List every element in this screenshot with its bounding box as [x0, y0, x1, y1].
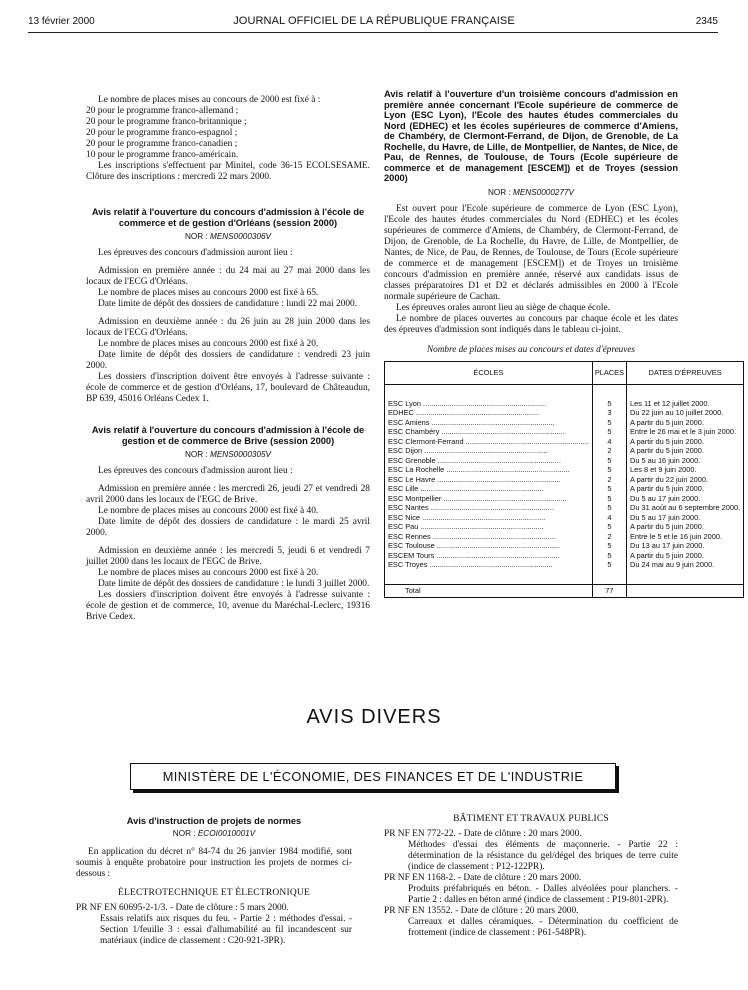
places-cell: 2: [592, 446, 626, 456]
ecole-cell: ESC Dijon ............................................................: [385, 446, 593, 456]
table-row: [385, 475, 744, 485]
left-column: [86, 95, 370, 623]
places-cell: 5: [592, 418, 626, 428]
orleans-para: Date limite de dépôt des dossiers de candidature : vendredi 23 juin 2000.: [86, 350, 370, 371]
places-cell: 4: [592, 437, 626, 447]
table-row: [385, 560, 744, 570]
dates-cell: A partir du 5 juin 2000.: [627, 418, 744, 428]
norme-ref: PR NF EN 60695-2-1/3. - Date de clôture : 5 mars 2000.: [76, 902, 289, 913]
ecole-cell: EDHEC ............................................................: [385, 408, 593, 418]
dates-cell: A partir du 5 juin 2000.: [627, 522, 744, 532]
norme-entry: [384, 829, 678, 873]
table-row: [385, 399, 744, 409]
normes-intro: En application du décret n° 84-74 du 26 janvier 1984 modifié, sont soumis à enquête probatoire pour instruction les projets de normes ci-dessous :: [76, 846, 352, 879]
norme-ref: PR NF EN 772-22. - Date de clôture : 20 mars 2000.: [384, 829, 582, 839]
programme-line: 20 pour le programme franco-britannique ;: [86, 117, 247, 127]
normes-nor: NOR : ECOI0010001V: [172, 828, 256, 838]
places-cell: 5: [592, 465, 626, 475]
programme-line: 10 pour le programme franco-américain.: [86, 150, 239, 160]
troisieme-concours-para: Les épreuves orales auront lieu au siège de chaque école.: [396, 302, 610, 313]
ecole-cell: ESC Pau ............................................................: [385, 522, 593, 532]
normes-left-column: [76, 816, 352, 947]
ecole-cell: ESC Montpellier ............................................................: [385, 494, 593, 504]
programme-line: 20 pour le programme franco-canadien ;: [86, 139, 238, 149]
table-header-row: [385, 361, 744, 384]
table-row: [385, 418, 744, 428]
troisieme-concours-title: Avis relatif à l'ouverture d'un troisième concours d'admission en première année concernant l'Ecole supérieure de commerce de Lyon (ESC Lyon), l'Ecole des hautes études commerciales du Nord (EDHEC) et les écoles supérieures de commerce d'Amiens, de Chambéry, de Clermont-Ferrand, de Dijon, de Grenoble, de La Rochelle, du Havre, de Lille, de Montpellier, de Nantes, de Nice, de Pau, de Rennes, de Toulouse, de Tours (Ecole supérieure de commerce et de management [ESCEM]) et de Troyes (session 2000): [384, 89, 678, 183]
places-cell: 5: [592, 560, 626, 570]
brive-avis-title: Avis relatif à l'ouverture du concours d'admission à l'école de gestion et de commerce de Brive (session 2000): [91, 425, 365, 446]
brive-nor: NOR : MENS0000305V: [184, 450, 272, 459]
dates-cell: Du 5 au 16 juin 2000.: [627, 456, 744, 466]
dates-cell: Du 22 juin au 10 juillet 2000.: [627, 408, 744, 418]
programme-line: 20 pour le programme franco-espagnol ;: [86, 128, 238, 138]
places-cell: 5: [592, 456, 626, 466]
total-label: Total: [385, 584, 593, 597]
dates-cell: Entre le 26 mai et le 3 juin 2000.: [627, 427, 744, 437]
places-intro: Le nombre de places mises au concours de 2000 est fixé à :: [98, 95, 321, 105]
brive-para: Le nombre de places mises au concours 2000 est fixé à 40.: [98, 506, 319, 516]
table-row: [385, 522, 744, 532]
dates-cell: Du 31 août au 6 septembre 2000.: [627, 503, 744, 513]
brive-para: Les dossiers d'inscription doivent être envoyés à l'adresse suivante : école de gestion et de commerce, 10, avenue du Maréchal-Leclerc, 19316 Brive Cedex.: [86, 590, 370, 622]
norme-entry: [384, 906, 678, 939]
orleans-para: Le nombre de places mises au concours 2000 est fixé à 20.: [98, 339, 319, 349]
table-row: [385, 513, 744, 523]
table-caption: Nombre de places mises au concours et dates d'épreuves: [427, 343, 635, 354]
places-cell: 5: [592, 503, 626, 513]
ecole-cell: ESC Lille ............................................................: [385, 484, 593, 494]
dates-cell: A partir du 22 juin 2000.: [627, 475, 744, 485]
table-row: [385, 437, 744, 447]
ecole-cell: ESC Toulouse ............................................................: [385, 541, 593, 551]
table-row: [385, 408, 744, 418]
total-row: [385, 584, 744, 597]
orleans-nor: NOR : MENS0000306V: [184, 232, 272, 241]
dates-cell: Les 11 et 12 juillet 2000.: [627, 399, 744, 409]
dates-cell: A partir du 5 juin 2000.: [627, 551, 744, 561]
brive-para: Date limite de dépôt des dossiers de candidature : le lundi 3 juillet 2000.: [98, 579, 370, 589]
table-row: [385, 465, 744, 475]
table-row: [385, 456, 744, 466]
dates-cell: Du 5 au 17 juin 2000.: [627, 494, 744, 504]
total-value: 77: [592, 584, 626, 597]
norme-desc: Essais relatifs aux risques du feu. - Partie 2 : méthodes d'essai. - Section 1/feuille 3 : essai d'allumabilité au fil incandescent sur matériaux (indice de classement : C20-921-3PR).: [100, 913, 352, 946]
header-date: 13 février 2000: [28, 16, 95, 27]
places-cell: 5: [592, 399, 626, 409]
ecole-cell: ESC Chambéry ............................................................: [385, 427, 593, 437]
table-row: [385, 484, 744, 494]
table-spacer-row: [385, 570, 744, 585]
ecole-cell: ESC Troyes ............................................................: [385, 560, 593, 570]
programme-line: 20 pour le programme franco-allemand ;: [86, 106, 239, 116]
places-table: [384, 361, 744, 598]
elec-heading: ÉLECTROTECHNIQUE ET ÉLECTRONIQUE: [118, 887, 310, 898]
norme-entry: [384, 873, 678, 906]
brive-para: Date limite de dépôt des dossiers de candidature : le mardi 25 avril 2000.: [86, 517, 370, 538]
troisieme-concours-para: Est ouvert pour l'Ecole supérieure de commerce de Lyon (ESC Lyon), l'Ecole des hautes études commerciales du Nord (EDHEC) et les écoles supérieures de commerce d'Amiens, de Chambéry, de Clermont-Ferrand, de Dijon, de Grenoble, de La Rochelle, du Havre, de Lille, de Montpellier, de Nantes, de Nice, de Pau, de Rennes, de Toulouse, de Tours (Ecole supérieure de commerce et de management [ESCEM]) et de Troyes un troisième concours d'admission en première année, réservé aux candidats issus de classes préparatoires D1 et D2 et déclarés admissibles en 2000 à l'Ecole normale supérieure de Cachan.: [384, 203, 678, 302]
orleans-para: Les dossiers d'inscription doivent être envoyés à l'adresse suivante : école de commerce et de gestion d'Orléans, 17, boulevard de Châteaudun, BP 639, 45016 Orléans Cedex 1.: [86, 372, 370, 404]
header-ecoles: ÉCOLES: [385, 361, 593, 384]
orleans-para: Admission en deuxième année : du 26 juin au 28 juin 2000 dans les locaux de l'ECG d'Orléans.: [86, 317, 370, 338]
table-row: [385, 541, 744, 551]
orleans-para: Les épreuves des concours d'admission auront lieu :: [98, 248, 293, 258]
normes-right-column: [384, 814, 678, 939]
header-places: PLACES: [592, 361, 626, 384]
ecole-cell: ESC Le Havre ............................................................: [385, 475, 593, 485]
dates-cell: A partir du 5 juin 2000.: [627, 484, 744, 494]
orleans-para: Date limite de dépôt des dossiers de candidature : lundi 22 mai 2000.: [98, 299, 358, 309]
table-row: [385, 503, 744, 513]
norme-ref: PR NF EN 1168-2. - Date de clôture : 20 mars 2000.: [384, 873, 582, 883]
ecole-cell: ESC Rennes ............................................................: [385, 532, 593, 542]
journal-title: JOURNAL OFFICIEL DE LA RÉPUBLIQUE FRANÇAISE: [233, 15, 515, 27]
brive-para: Le nombre de places mises au concours 2000 est fixé à 20.: [98, 568, 319, 578]
norme-desc: Méthodes d'essai des éléments de maçonnerie. - Partie 22 : détermination de la résistance du gel/dégel des briques de terre cuite (indice de classement : P12-122PR).: [408, 840, 678, 872]
orleans-para: Le nombre de places mises au concours 2000 est fixé à 65.: [98, 288, 319, 298]
btp-heading: BÂTIMENT ET TRAVAUX PUBLICS: [453, 814, 609, 824]
brive-para: Admission en première année : les mercredi 26, jeudi 27 et vendredi 28 avril 2000 dans les locaux de l'EGC de Brive.: [86, 484, 370, 505]
ecole-cell: ESC Clermont-Ferrand ............................................................: [385, 437, 593, 447]
orleans-para: Admission en première année : du 24 mai au 27 mai 2000 dans les locaux de l'ECG d'Orléans.: [86, 266, 370, 287]
troisieme-concours-para: Le nombre de places ouvertes au concours par chaque école et les dates des épreuves d'admission sont indiqués dans le tableau ci-joint.: [384, 313, 678, 335]
places-cell: 5: [592, 551, 626, 561]
total-dates-empty: [627, 584, 744, 597]
places-cell: 3: [592, 408, 626, 418]
places-cell: 4: [592, 513, 626, 523]
dates-cell: Du 5 au 17 juin 2000.: [627, 513, 744, 523]
places-cell: 5: [592, 541, 626, 551]
right-column: [384, 89, 741, 598]
brive-para: Admission en deuxième année : les mercredi 5, jeudi 6 et vendredi 7 juillet 2000 dans les locaux de l'EGC de Brive.: [86, 546, 370, 567]
troisieme-concours-nor: NOR : MENS0000277V: [487, 187, 575, 197]
ecole-cell: ESC Lyon ............................................................: [385, 399, 593, 409]
avis-divers-heading: AVIS DIVERS: [306, 706, 442, 728]
table-row: [385, 446, 744, 456]
places-cell: 5: [592, 484, 626, 494]
brive-para: Les épreuves des concours d'admission auront lieu :: [98, 466, 293, 476]
orleans-avis-title: Avis relatif à l'ouverture du concours d'admission à l'école de commerce et de gestion d'Orléans (session 2000): [91, 207, 365, 228]
norme-entry: [76, 903, 352, 947]
dates-cell: Du 24 mai au 9 juin 2000.: [627, 560, 744, 570]
table-row: [385, 494, 744, 504]
norme-ref: PR NF EN 13552. - Date de clôture : 20 mars 2000.: [384, 906, 579, 916]
dates-cell: Les 8 et 9 juin 2000.: [627, 465, 744, 475]
places-cell: 2: [592, 475, 626, 485]
norme-desc: Produits préfabriqués en béton. - Dalles alvéolées pour planchers. - Partie 2 : dalles en béton armé (indice de classement : P19-801-2PR).: [408, 884, 678, 905]
ministere-banner: MINISTÈRE DE L'ÉCONOMIE, DES FINANCES ET DE L'INDUSTRIE: [130, 763, 616, 790]
ecole-cell: ESC Nice ............................................................: [385, 513, 593, 523]
places-cell: 2: [592, 532, 626, 542]
table-row: [385, 551, 744, 561]
table-row: [385, 427, 744, 437]
table-spacer-row: [385, 384, 744, 399]
ecole-cell: ESC Nantes ............................................................: [385, 503, 593, 513]
table-row: [385, 532, 744, 542]
norme-desc: Carreaux et dalles céramiques. - Détermination du coefficient de frottement (indice de classement : P61-548PR).: [408, 917, 678, 938]
dates-cell: A partir du 5 juin 2000.: [627, 446, 744, 456]
places-cell: 5: [592, 427, 626, 437]
dates-cell: Entre le 5 et le 16 juin 2000.: [627, 532, 744, 542]
dates-cell: Du 13 au 17 juin 2000.: [627, 541, 744, 551]
inscriptions-text: Les inscriptions s'effectuent par Minitel, code 36-15 ECOLSESAME. Clôture des inscriptions : mercredi 22 mars 2000.: [86, 161, 370, 182]
header-dates: DATES D'ÉPREUVES: [627, 361, 744, 384]
normes-title: Avis d'instruction de projets de normes: [126, 816, 302, 826]
dates-cell: A partir du 5 juin 2000.: [627, 437, 744, 447]
header-rule: [28, 32, 718, 33]
ecole-cell: ESC La Rochelle ............................................................: [385, 465, 593, 475]
places-cell: 5: [592, 522, 626, 532]
ecole-cell: ESCEM Tours ............................................................: [385, 551, 593, 561]
places-cell: 5: [592, 494, 626, 504]
page-number: 2345: [695, 16, 718, 27]
ecole-cell: ESC Amiens ............................................................: [385, 418, 593, 428]
ecole-cell: ESC Grenoble ............................................................: [385, 456, 593, 466]
